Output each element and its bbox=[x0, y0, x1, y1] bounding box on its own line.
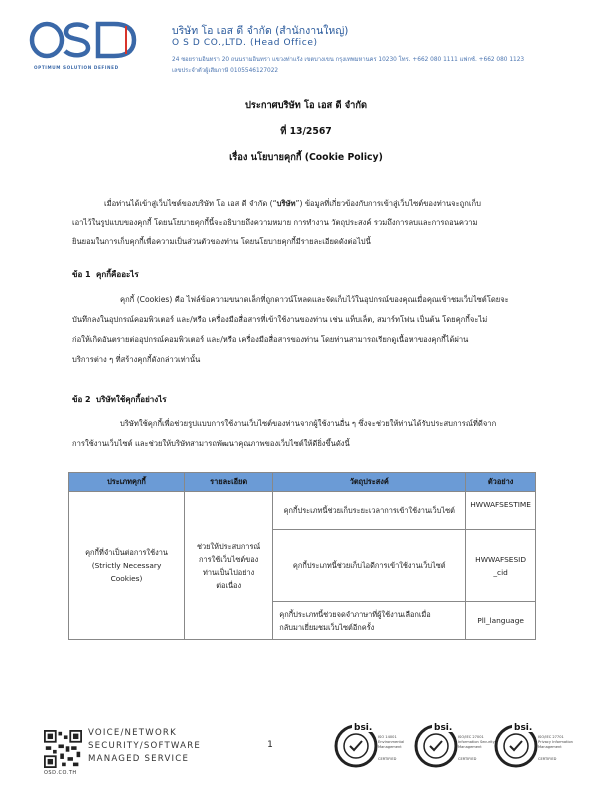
svg-text:Information Security: Information Security bbox=[458, 740, 495, 744]
intro-line-3: ยินยอมในการเก็บคุกกี้เพื่อความเป็นส่วนตัวของท่าน โดยนโยบายคุกกี้มีรายละเอียดดังต่อไปนี้ bbox=[72, 237, 371, 246]
cookie-type-cell bbox=[69, 492, 185, 640]
example-cell: Pll_language bbox=[466, 602, 536, 640]
svg-text:CERTIFIED: CERTIFIED bbox=[538, 757, 557, 761]
detail-line: ช่วยให้ประสบการณ์ bbox=[197, 541, 261, 551]
section-2-line-1: บริษัทใช้คุกกี้เพื่อช่วยรูปแบบการใช้งานเว็บไซต์ของท่านจากผู้ใช้งานอื่น ๆ ซึ่งจะช่วยให้ท่านได้รับประสบการณ์ที่ดีจาก bbox=[120, 419, 497, 428]
table-header-row bbox=[69, 473, 536, 492]
bsi-iso-14001-badge-icon bbox=[330, 720, 410, 770]
purpose-line: กลับมาเยี่ยมชมเว็บไซต์อีกครั้ง bbox=[279, 622, 375, 632]
cookie-type-line: (Strictly Necessary bbox=[91, 561, 162, 570]
svg-text:bsi.: bsi. bbox=[434, 723, 453, 733]
logo-tagline: OPTIMUM SOLUTION DEFINED bbox=[34, 65, 119, 70]
header-example: ตัวอย่าง bbox=[466, 473, 536, 492]
header-cookie-type: ประเภทคุกกี้ bbox=[69, 473, 185, 492]
company-bold: บริษัท bbox=[276, 199, 296, 208]
example-line: _cid bbox=[493, 567, 508, 577]
section-2-line-2: การใช้งานเว็บไซต์ และช่วยให้บริษัทสามารถพัฒนาคุณภาพของเว็บไซต์ให้ดียิ่งขึ้นดังนี้ bbox=[72, 439, 350, 448]
section-2-number: ข้อ 2 bbox=[72, 395, 91, 404]
svg-text:CERTIFIED: CERTIFIED bbox=[458, 757, 477, 761]
section-2-title: บริษัทใช้คุกกี้อย่างไร bbox=[96, 395, 167, 404]
example-cell bbox=[466, 530, 536, 602]
detail-cell bbox=[185, 492, 273, 640]
company-name-th: บริษัท โอ เอส ดี จำกัด (สำนักงานใหญ่) bbox=[172, 25, 349, 37]
example-line: HWWAFSESID bbox=[475, 554, 527, 564]
company-address: 24 ซอยรามอินทรา 20 ถนนรามอินทรา แขวงท่าแร้ง เขตบางเขน กรุงเทพมหานคร 10230 โทร. +662 080 1111 แฟกซ์. +662 080 1123 bbox=[172, 57, 525, 63]
svg-text:ISO/IEC 27701: ISO/IEC 27701 bbox=[538, 735, 564, 739]
purpose-cell bbox=[273, 602, 466, 640]
bsi-iso-27001-badge-icon bbox=[410, 720, 495, 770]
company-name-en: O S D CO.,LTD. (Head Office) bbox=[172, 38, 318, 48]
svg-text:ISO/IEC 27001: ISO/IEC 27001 bbox=[458, 735, 484, 739]
website-label: OSD.CO.TH bbox=[44, 770, 77, 776]
service-line-2: SECURITY/SOFTWARE bbox=[88, 741, 202, 751]
header-purpose: วัตถุประสงค์ bbox=[273, 473, 466, 492]
service-line-3: MANAGED SERVICE bbox=[88, 754, 190, 764]
svg-text:Environmental: Environmental bbox=[378, 740, 405, 744]
section-1-line-3: ก่อให้เกิดอันตรายต่ออุปกรณ์คอมพิวเตอร์ และ/หรือ เครื่องมือสื่อสารของท่าน โดยท่านสามารถเรียกดูเนื้อหาของคุกกี้ได้ผ่าน bbox=[72, 335, 469, 344]
announcement-number: ที่ 13/2567 bbox=[280, 126, 332, 137]
svg-text:ISO 14001: ISO 14001 bbox=[378, 735, 397, 739]
announcement-title: ประกาศบริษัท โอ เอส ดี จำกัด bbox=[244, 100, 368, 111]
cookie-type-line: คุกกี้ที่จำเป็นต่อการใช้งาน bbox=[85, 548, 168, 557]
cookie-table bbox=[68, 472, 536, 640]
page-number: 1 bbox=[267, 740, 273, 750]
svg-text:bsi.: bsi. bbox=[354, 723, 373, 733]
svg-text:Management: Management bbox=[378, 745, 402, 749]
osd-logo bbox=[30, 18, 150, 62]
detail-line: ท่านเป็นไปอย่าง bbox=[203, 567, 255, 577]
company-tax-id: เลขประจำตัวผู้เสียภาษี 0105546127022 bbox=[172, 68, 279, 74]
section-1-line-1: คุกกี้ (Cookies) คือ ไฟล์ข้อความขนาดเล็กที่ถูกดาวน์โหลดและจัดเก็บไว้ในอุปกรณ์ของคุณเมื่อคุณเข้าชมเว็บไซต์โดยจะ bbox=[120, 295, 509, 304]
section-1-line-4: บริการต่าง ๆ ที่สร้างคุกกี้ดังกล่าวเท่านั้น bbox=[72, 355, 201, 364]
service-lines bbox=[88, 727, 201, 766]
header-detail: รายละเอียด bbox=[185, 473, 273, 492]
section-1-line-2: บันทึกลงในอุปกรณ์คอมพิวเตอร์ และ/หรือ เครื่องมือสื่อสารที่เข้าใช้งานของท่าน เช่น แท็บเล็ต, สมาร์ทโฟน เป็นต้น โดยคุกกี้จะไม่ bbox=[72, 315, 488, 324]
purpose-line: คุกกี้ประเภทนี้ช่วยจดจำภาษาที่ผู้ใช้งานเลือกเมื่อ bbox=[279, 609, 431, 619]
example-cell: HWWAFSESTIME bbox=[466, 492, 536, 530]
svg-text:Management: Management bbox=[458, 745, 482, 749]
announcement-subject: เรื่อง นโยบายคุกกี้ (Cookie Policy) bbox=[229, 152, 383, 163]
detail-line: การใช้เว็บไซต์ของ bbox=[199, 554, 259, 564]
detail-line: ต่อเนื่อง bbox=[216, 580, 242, 590]
intro-line-2: เอาไว้ในรูปแบบของคุกกี้ โดยนโยบายคุกกี้นี้จะอธิบายถึงความหมาย การทำงาน วัตถุประสงค์ รวมถึงการลบและการถอนความ bbox=[72, 218, 478, 227]
purpose-cell: คุกกี้ประเภทนี้ช่วยเก็บไอดีการเข้าใช้งานเว็บไซต์ bbox=[273, 530, 466, 602]
svg-text:Privacy Information: Privacy Information bbox=[538, 740, 573, 744]
service-line-1: VOICE/NETWORK bbox=[88, 728, 177, 738]
intro-line-1: เมื่อท่านได้เข้าสู่เว็บไซต์ของบริษัท โอ เอส ดี จำกัด (“บริษัท”) ข้อมูลที่เกี่ยวข้องกับการเข้าสู่เว็บไซต์ของท่านจะถูกเก็บ bbox=[104, 199, 481, 208]
table-row bbox=[69, 492, 536, 530]
svg-text:CERTIFIED: CERTIFIED bbox=[378, 757, 397, 761]
svg-text:bsi.: bsi. bbox=[514, 723, 533, 733]
svg-text:Management: Management bbox=[538, 745, 562, 749]
section-1-title: คุกกี้คืออะไร bbox=[96, 270, 139, 279]
purpose-cell: คุกกี้ประเภทนี้ช่วยเก็บระยะเวลาการเข้าใช้งานเว็บไซต์ bbox=[273, 492, 466, 530]
section-1-number: ข้อ 1 bbox=[72, 270, 91, 279]
qr-code-icon bbox=[44, 730, 82, 768]
bsi-iso-27701-badge-icon bbox=[490, 720, 573, 770]
cookie-type-line: Cookies) bbox=[110, 574, 143, 583]
